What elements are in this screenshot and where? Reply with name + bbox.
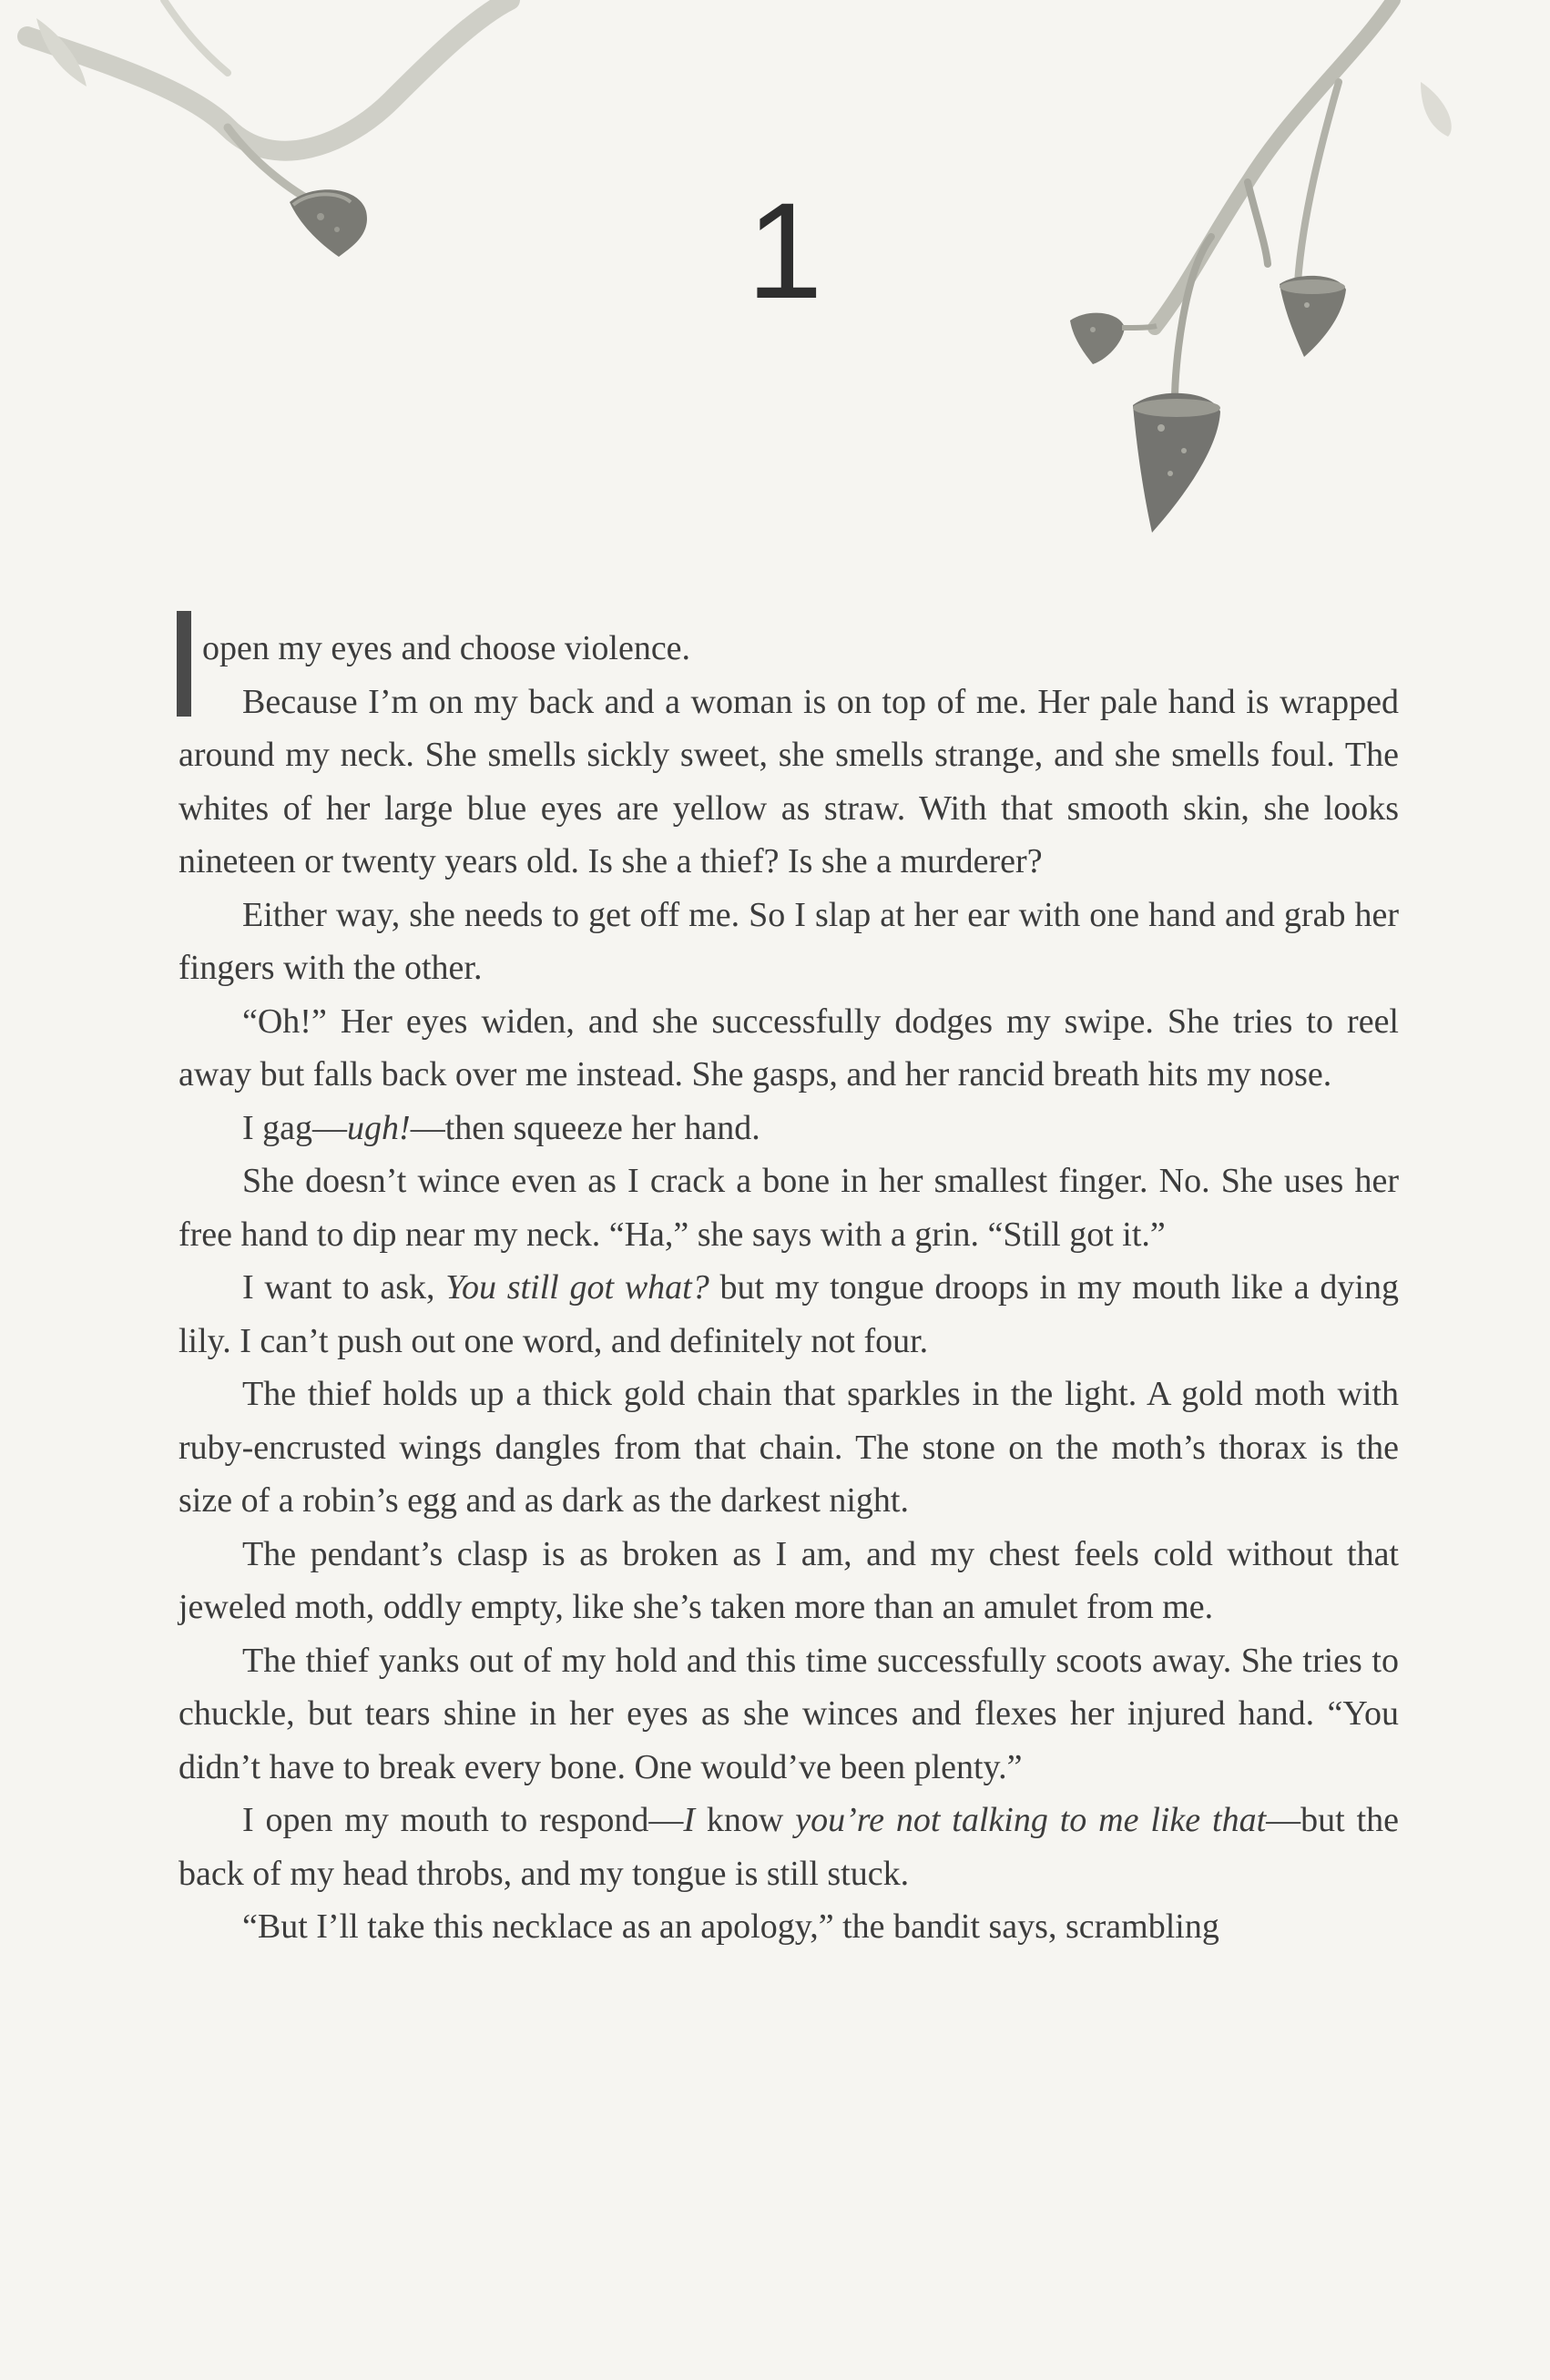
paragraph	[178, 1634, 1399, 1795]
text-segment: The thief yanks out of my hold and this time successfully scoots away. She tries to chuckle, but tears shine in her eyes as she winces and flexes her injured hand. “You didn’t have to break every bone. One would’ve been plenty.”	[178, 1641, 1399, 1786]
paragraph	[178, 1900, 1399, 1954]
text-segment: I want to ask,	[242, 1268, 446, 1307]
text-segment: She doesn’t wince even as I crack a bone in her smallest finger. No. She uses her free hand to dip near my neck. “Ha,” she says with a grin. “Still got it.”	[178, 1162, 1399, 1254]
text-segment: “Oh!” Her eyes widen, and she successfully dodges my swipe. She tries to reel away but falls back over me instead. She gasps, and her rancid breath hits my nose.	[178, 1002, 1399, 1093]
text-segment: —then squeeze her hand.	[410, 1108, 760, 1147]
italic-text: you’re not talking to me like that	[795, 1801, 1267, 1839]
paragraph	[178, 1368, 1399, 1528]
text-segment: —but the back of my head throbs, and my tongue is still stuck.	[178, 1801, 1400, 1893]
paragraph	[178, 1102, 1399, 1155]
paragraph	[178, 889, 1399, 995]
chapter-body	[178, 622, 1399, 1954]
text-segment: The thief holds up a thick gold chain that sparkles in the light. A gold moth with ruby-encrusted wings dangles from that chain. The stone on the moth’s thorax is the size of a robin’s egg and as dark as the darkest night.	[178, 1375, 1399, 1520]
paragraph	[178, 622, 1399, 676]
left-vine-icon	[27, 0, 510, 151]
text-segment: open my eyes and choose violence.	[202, 629, 691, 667]
text-segment: Either way, she needs to get off me. So I slap at her ear with one hand and grab her fingers with the other.	[178, 895, 1399, 987]
paragraph	[178, 1261, 1399, 1368]
italic-text: I	[683, 1801, 696, 1839]
text-segment: The pendant’s clasp is as broken as I am, and my chest feels cold without that jeweled moth, oddly empty, like she’s taken more than an amulet from me.	[178, 1534, 1399, 1626]
text-segment: know	[695, 1801, 796, 1839]
text-segment: I gag—	[242, 1108, 348, 1147]
paragraph	[178, 1794, 1399, 1900]
text-segment: “But I’ll take this necklace as an apology,” the bandit says, scrambling	[242, 1907, 1219, 1946]
opening-line	[202, 622, 690, 676]
italic-text: ugh!	[347, 1108, 411, 1147]
left-bell-flower-icon	[290, 189, 367, 257]
paragraph	[178, 676, 1399, 889]
text-segment: Because I’m on my back and a woman is on top of me. Her pale hand is wrapped around my neck. She smells sickly sweet, she smells strange, and she smells foul. The whites of her large blue eyes are yellow as straw. With that smooth skin, she looks nineteen or twenty years old. Is she a thief? Is she a murderer?	[178, 682, 1399, 880]
right-bell-flower-small-icon	[1070, 313, 1125, 364]
right-bell-flower-large-icon	[1133, 393, 1220, 533]
paragraph	[178, 1528, 1399, 1634]
right-bell-flower-medium-icon	[1280, 276, 1346, 357]
text-segment: I open my mouth to respond—	[242, 1801, 684, 1839]
paragraph	[178, 995, 1399, 1102]
chapter-number: 1	[747, 174, 823, 327]
italic-text: You still got what?	[445, 1268, 709, 1307]
text-segment: but my tongue droops in my mouth like a dying lily. I can’t push out one word, and definitely not four.	[178, 1268, 1399, 1360]
paragraph	[178, 1154, 1399, 1261]
